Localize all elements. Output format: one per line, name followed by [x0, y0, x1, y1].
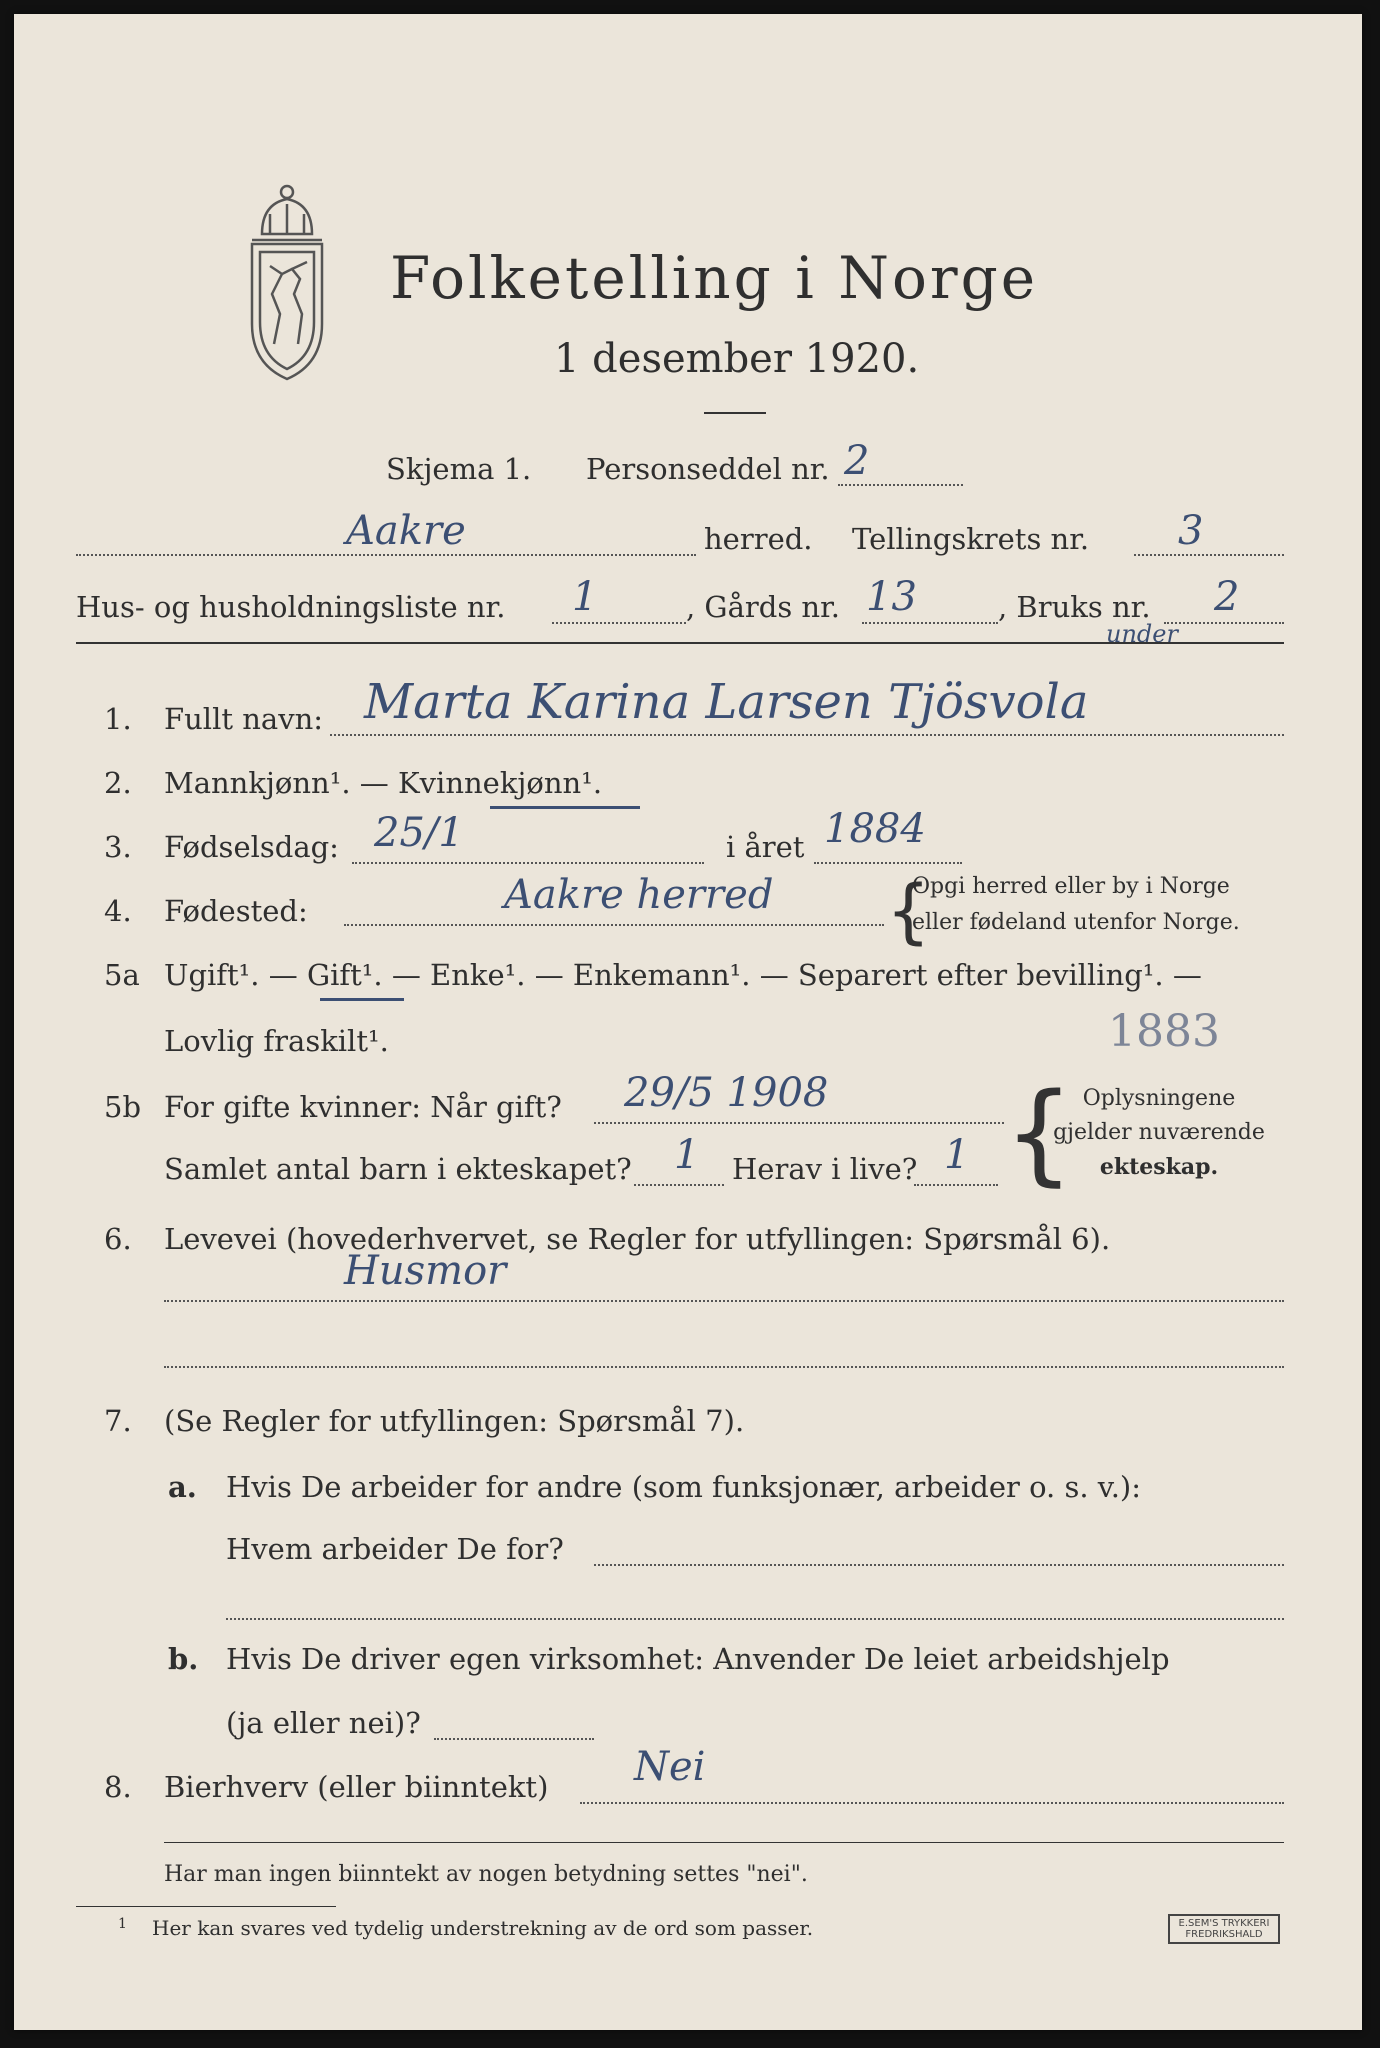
birthday-value[interactable]: 25/1	[374, 810, 464, 856]
q8-label: Bierhverv (eller biinntekt)	[164, 1770, 549, 1804]
personseddel-line	[838, 484, 963, 486]
marriage-brace: {	[1004, 1069, 1074, 1197]
q1-line	[330, 734, 1284, 736]
title-divider	[704, 412, 766, 414]
children-value[interactable]: 1	[674, 1132, 700, 1178]
children-label: Samlet antal barn i ekteskapet?	[164, 1152, 632, 1186]
herred-line	[76, 554, 696, 556]
personseddel-value[interactable]: 2	[844, 438, 870, 484]
year-label: i året	[726, 830, 805, 864]
q4-number: 4.	[104, 894, 132, 928]
printer-stamp	[1168, 1914, 1280, 1944]
occupation-line-1	[164, 1300, 1284, 1302]
hus-value[interactable]: 1	[572, 574, 598, 620]
bruks-line	[1164, 622, 1284, 624]
sex-options: Mannkjønn¹. — Kvinnekjønn¹.	[164, 766, 603, 800]
bruks-label: , Bruks nr.	[998, 590, 1151, 624]
footnote-mark: 1	[118, 1916, 127, 1932]
tellingskrets-label: Tellingskrets nr.	[852, 522, 1090, 556]
side-income-line	[580, 1802, 1284, 1804]
marital-underline-mark	[320, 998, 404, 1001]
marriage-note	[1034, 1082, 1284, 1184]
q7b-letter: b.	[168, 1642, 199, 1676]
q7a-question: Hvem arbeider De for?	[226, 1532, 564, 1566]
printer-stamp-line-2: FREDRIKSHALD	[1185, 1929, 1263, 1940]
gards-line	[862, 622, 998, 624]
when-married-value[interactable]: 29/5 1908	[624, 1070, 829, 1116]
gards-value[interactable]: 13	[866, 574, 917, 620]
q5a-number: 5a	[104, 958, 140, 992]
hus-label: Hus- og husholdningsliste nr.	[76, 590, 506, 624]
sex-underline-mark	[490, 806, 640, 809]
alive-line	[914, 1184, 998, 1186]
q1-number: 1.	[104, 702, 132, 736]
marriage-note-1: Oplysningene	[1082, 1086, 1236, 1111]
q8-number: 8.	[104, 1770, 132, 1804]
census-date: 1 desember 1920.	[554, 336, 920, 382]
birthplace-brace: {	[886, 870, 931, 952]
side-income-note: Har man ingen biinntekt av nogen betydning settes "nei".	[164, 1862, 808, 1887]
birthplace-line	[344, 924, 884, 926]
tellingskrets-value[interactable]: 3	[1178, 508, 1204, 554]
year-line	[814, 862, 962, 864]
census-form	[14, 14, 1362, 2030]
q3-label: Fødselsdag:	[164, 830, 339, 864]
q6-label: Levevei (hovederhvervet, se Regler for utfyllingen: Spørsmål 6).	[164, 1222, 1111, 1256]
birthday-line	[352, 862, 704, 864]
q3-number: 3.	[104, 830, 132, 864]
footnote-text: Her kan svares ved tydelig understrekning av de ord som passer.	[152, 1916, 814, 1940]
side-income-value[interactable]: Nei	[634, 1744, 706, 1790]
q5b-number: 5b	[104, 1090, 142, 1124]
bruks-extra-note: under	[1106, 620, 1178, 648]
footer-rule	[164, 1842, 1284, 1843]
form-title: Folketelling i Norge	[390, 244, 1039, 312]
marriage-note-3: ekteskap.	[1099, 1154, 1219, 1180]
marriage-note-2: gjelder nuværende	[1053, 1120, 1265, 1145]
q2-number: 2.	[104, 766, 132, 800]
when-married-label: For gifte kvinner: Når gift?	[164, 1090, 562, 1124]
q7b-question: (ja eller nei)?	[226, 1706, 421, 1740]
q7-number: 7.	[104, 1404, 132, 1438]
q7b-text: Hvis De driver egen virksomhet: Anvender De leiet arbeidshjelp	[226, 1642, 1170, 1676]
tellingskrets-line	[1134, 554, 1284, 556]
occupation-value[interactable]: Husmor	[344, 1248, 507, 1294]
full-name-value[interactable]: Marta Karina Larsen Tjösvola	[364, 674, 1089, 730]
header-rule	[76, 642, 1284, 644]
bruks-value[interactable]: 2	[1214, 574, 1240, 620]
coat-of-arms-icon	[232, 174, 342, 384]
birthplace-note-2: eller fødeland utenfor Norge.	[912, 910, 1240, 935]
herred-label: herred.	[704, 522, 813, 556]
q1-label: Fullt navn:	[164, 702, 324, 736]
personseddel-label: Personseddel nr.	[586, 452, 830, 486]
alive-label: Herav i live?	[732, 1152, 918, 1186]
margin-note: 1883	[1108, 1006, 1220, 1057]
gards-label: , Gårds nr.	[686, 590, 840, 624]
hired-help-line	[434, 1738, 594, 1740]
employer-line-1	[594, 1564, 1284, 1566]
q7a-letter: a.	[168, 1470, 197, 1504]
marital-options: Ugift¹. — Gift¹. — Enke¹. — Enkemann¹. — Separert efter bevilling¹. —	[164, 958, 1202, 992]
birth-year-value[interactable]: 1884	[824, 806, 926, 852]
birthplace-note-1: Opgi herred eller by i Norge	[912, 874, 1230, 899]
footnote-rule	[76, 1906, 336, 1907]
printer-stamp-line-1: E.SEM'S TRYKKERI	[1178, 1918, 1270, 1929]
q7a-text: Hvis De arbeider for andre (som funksjonær, arbeider o. s. v.):	[226, 1470, 1142, 1504]
alive-value[interactable]: 1	[944, 1132, 970, 1178]
children-line	[634, 1184, 724, 1186]
hus-line	[552, 622, 686, 624]
employer-line-2	[226, 1618, 1284, 1620]
q6-number: 6.	[104, 1222, 132, 1256]
schema-label: Skjema 1.	[386, 452, 532, 486]
marital-options-2: Lovlig fraskilt¹.	[164, 1024, 389, 1058]
herred-value[interactable]: Aakre	[346, 508, 466, 554]
birthplace-value[interactable]: Aakre herred	[504, 872, 774, 918]
q4-label: Fødested:	[164, 894, 308, 928]
q7-label: (Se Regler for utfyllingen: Spørsmål 7).	[164, 1404, 745, 1438]
when-married-line	[594, 1122, 1004, 1124]
occupation-line-2	[164, 1366, 1284, 1368]
